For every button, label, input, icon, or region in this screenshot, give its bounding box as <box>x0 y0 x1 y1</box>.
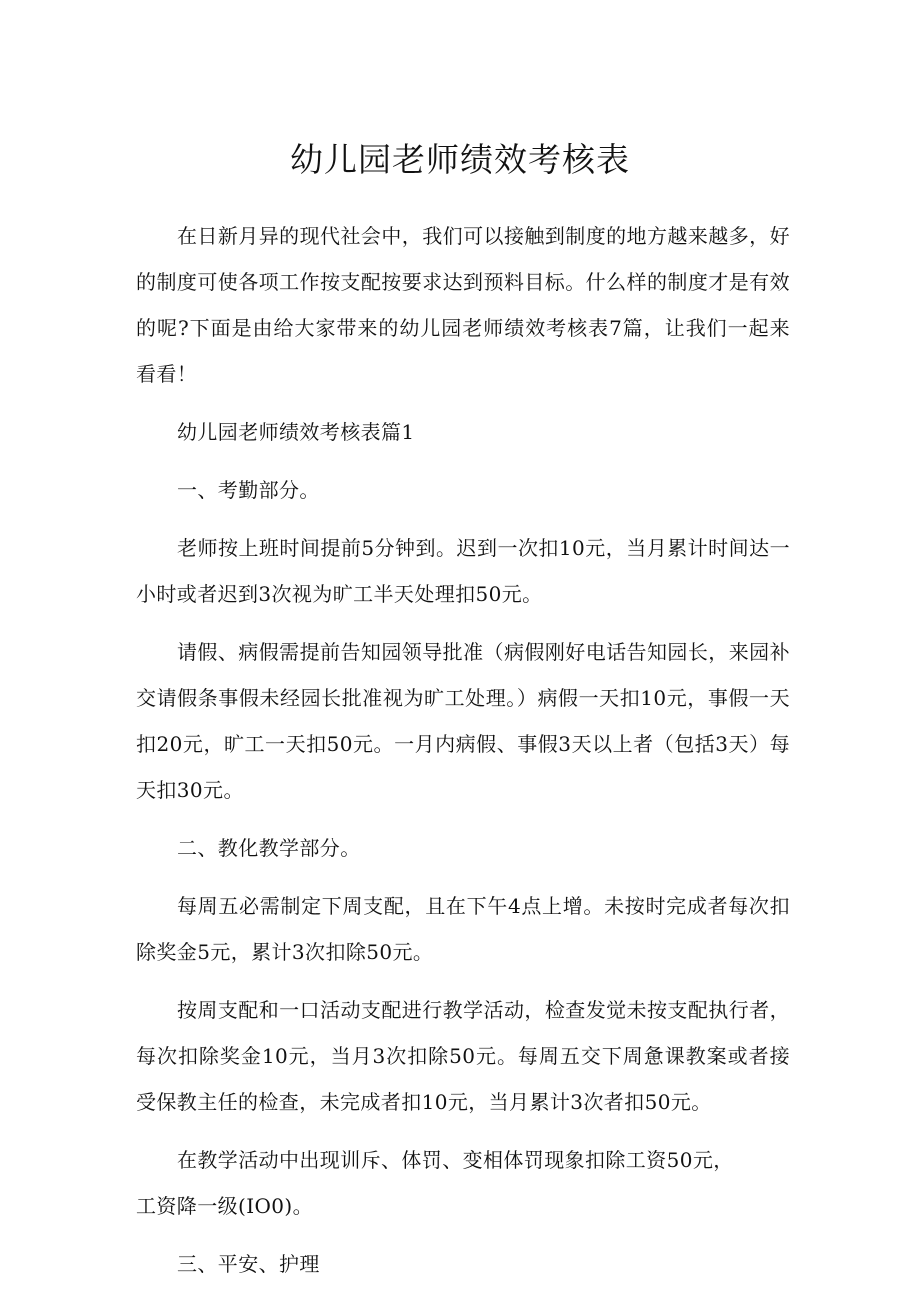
salary-paragraph: 工资降一级(IO0)。 <box>136 1194 314 1218</box>
section-heading-attendance: 一、考勤部分。 <box>177 478 320 502</box>
leave-paragraph: 请假、病假需提前告知园领导批准（病假刚好电话告知园长，来园补交请假条事假未经园长批准视为旷工处理。）病假一天扣10元，事假一天扣20元，旷工一天扣50元。一月内病假、事假3天以上者（包括3天）每天扣30元。 <box>136 640 790 802</box>
section-heading-teaching: 二、教化教学部分。 <box>177 836 361 860</box>
document-title: 幼儿园老师绩效考核表 <box>290 140 630 179</box>
weekly-plan-paragraph: 每周五必需制定下周支配，且在下午4点上增。未按时完成者每次扣除奖金5元，累计3次扣除50元。 <box>136 894 790 964</box>
attendance-paragraph: 老师按上班时间提前5分钟到。迟到一次扣10元，当月累计时间达一小时或者迟到3次视为旷工半天处理扣50元。 <box>136 536 790 606</box>
intro-paragraph: 在日新月异的现代社会中，我们可以接触到制度的地方越来越多，好的制度可使各项工作按支配按要求达到预料目标。什么样的制度才是有效的呢?下面是由给大家带来的幼儿园老师绩效考核表7篇，让我们一起来看看！ <box>136 224 790 386</box>
section-heading-safety: 三、平安、护理 <box>177 1252 320 1276</box>
section-heading-part1: 幼儿园老师绩效考核表篇1 <box>177 420 415 444</box>
teaching-activity-paragraph: 按周支配和一口活动支配进行教学活动，检查发觉未按支配执行者，每次扣除奖金10元，当月3次扣除50元。每周五交下周惫课教案或者接受保教主任的检查，未完成者扣10元，当月累计3次者扣50元。 <box>136 998 790 1114</box>
discipline-paragraph: 在教学活动中出现训斥、体罚、变相体罚现象扣除工资50元， <box>177 1148 734 1172</box>
document-body <box>136 213 790 1299</box>
